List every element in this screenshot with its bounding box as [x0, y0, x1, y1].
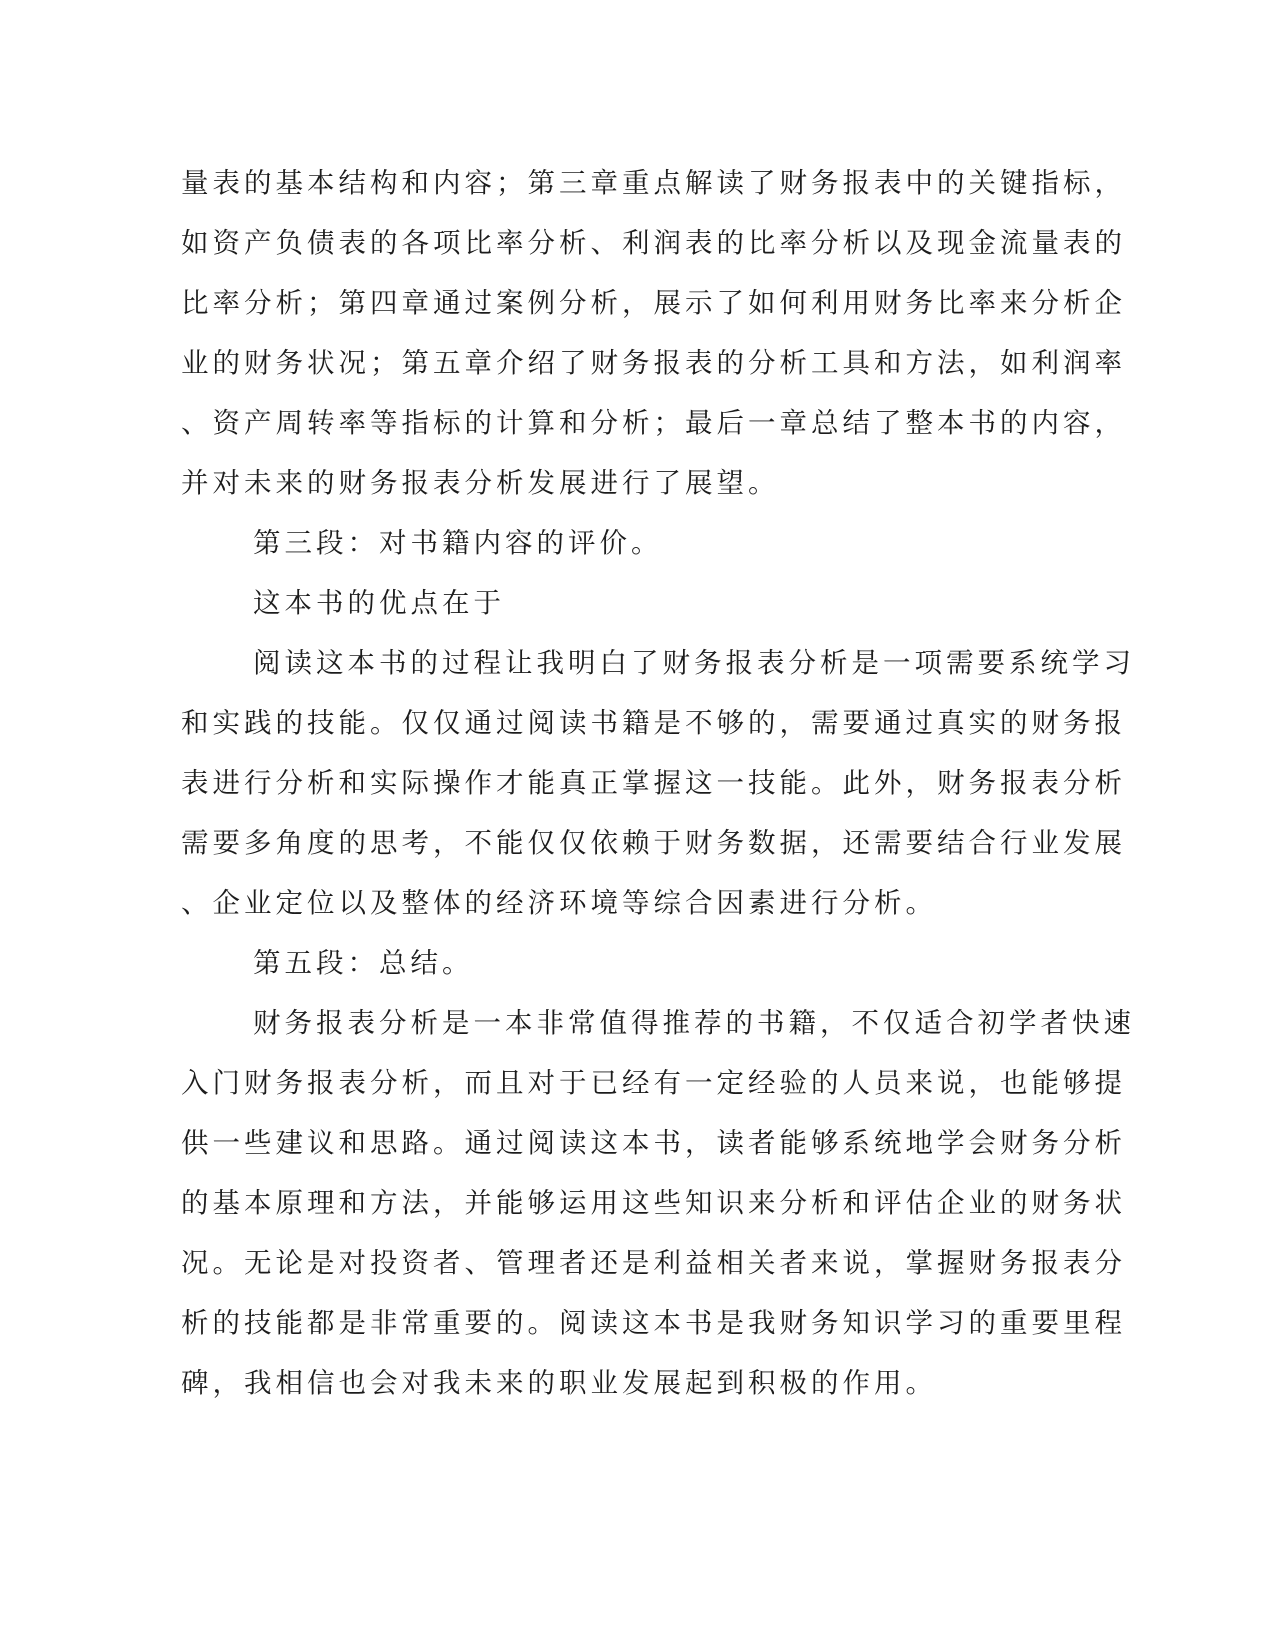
- section-heading-paragraph-3: 第三段：对书籍内容的评价。: [253, 527, 663, 559]
- body-line: 的基本原理和方法，并能够运用这些知识来分析和评估企业的财务状: [181, 1187, 1126, 1219]
- body-line: 需要多角度的思考，不能仅仅依赖于财务数据，还需要结合行业发展: [181, 827, 1126, 859]
- paragraph-first-line: 财务报表分析是一本非常值得推荐的书籍，不仅适合初学者快速: [253, 1007, 1135, 1039]
- body-line: 析的技能都是非常重要的。阅读这本书是我财务知识学习的重要里程: [181, 1307, 1126, 1339]
- body-line: 碑，我相信也会对我未来的职业发展起到积极的作用。: [181, 1367, 937, 1399]
- body-line: 、企业定位以及整体的经济环境等综合因素进行分析。: [181, 887, 937, 919]
- body-line: 量表的基本结构和内容；第三章重点解读了财务报表中的关键指标，: [181, 167, 1126, 199]
- paragraph-first-line: 这本书的优点在于: [253, 587, 505, 619]
- body-line: 如资产负债表的各项比率分析、利润表的比率分析以及现金流量表的: [181, 227, 1126, 259]
- body-line: 比率分析；第四章通过案例分析，展示了如何利用财务比率来分析企: [181, 287, 1126, 319]
- section-heading-paragraph-5: 第五段：总结。: [253, 947, 474, 979]
- body-line: 供一些建议和思路。通过阅读这本书，读者能够系统地学会财务分析: [181, 1127, 1126, 1159]
- body-line: 表进行分析和实际操作才能真正掌握这一技能。此外，财务报表分析: [181, 767, 1126, 799]
- body-line: 业的财务状况；第五章介绍了财务报表的分析工具和方法，如利润率: [181, 347, 1126, 379]
- body-line: 况。无论是对投资者、管理者还是利益相关者来说，掌握财务报表分: [181, 1247, 1126, 1279]
- body-line: 并对未来的财务报表分析发展进行了展望。: [181, 467, 780, 499]
- body-line: 、资产周转率等指标的计算和分析；最后一章总结了整本书的内容，: [181, 407, 1126, 439]
- paragraph-first-line: 阅读这本书的过程让我明白了财务报表分析是一项需要系统学习: [253, 647, 1135, 679]
- body-line: 入门财务报表分析，而且对于已经有一定经验的人员来说，也能够提: [181, 1067, 1126, 1099]
- body-line: 和实践的技能。仅仅通过阅读书籍是不够的，需要通过真实的财务报: [181, 707, 1126, 739]
- document-body: [181, 153, 1135, 1413]
